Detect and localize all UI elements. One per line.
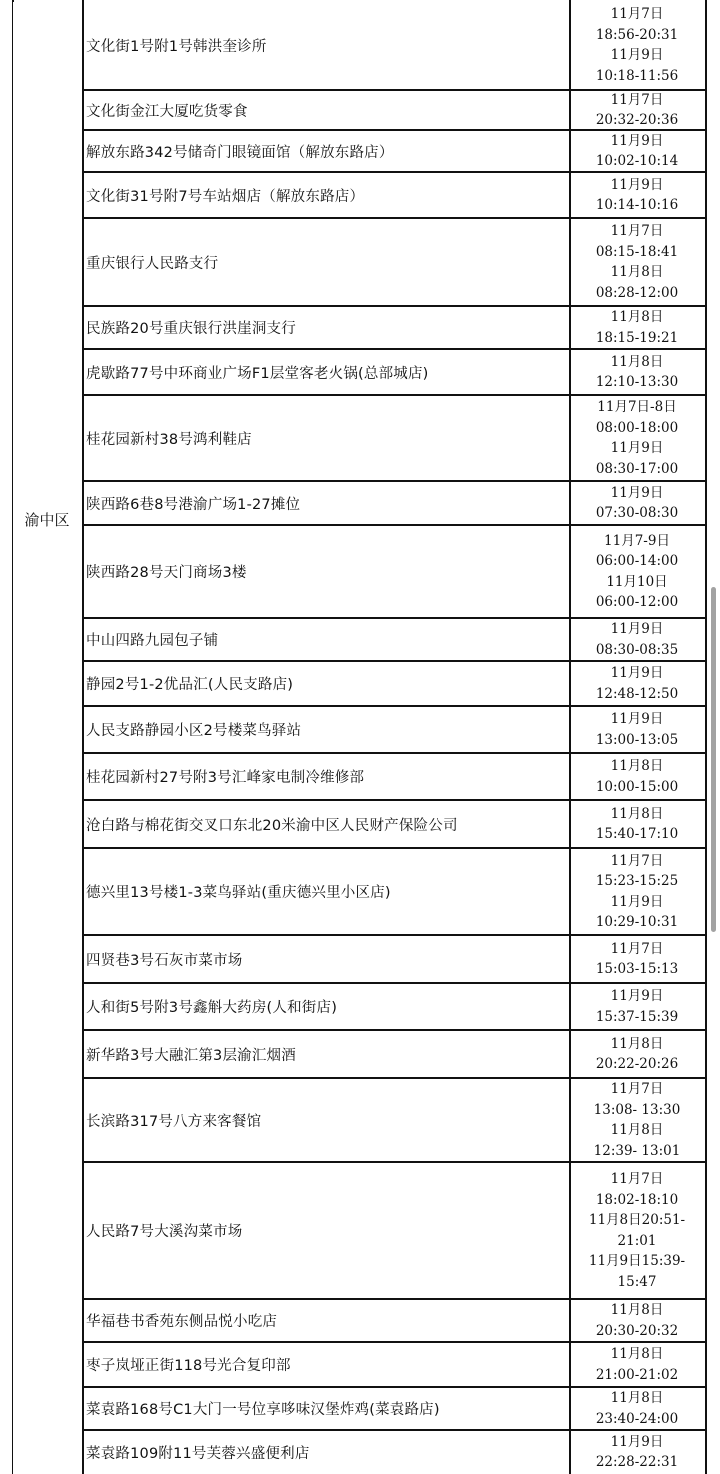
place-cell: 文化街金江大厦吃货零食 bbox=[86, 103, 248, 120]
time-cell bbox=[571, 1078, 703, 1162]
time-cell bbox=[571, 172, 703, 218]
place-cell: 四贤巷3号石灰市菜市场 bbox=[86, 952, 243, 969]
time-line: 08:28-12:00 bbox=[595, 284, 679, 301]
time-line: 11月8日 bbox=[610, 1035, 664, 1052]
time-line: 11月8日 bbox=[610, 1122, 664, 1138]
place-cell: 长滨路317号八方来客餐馆 bbox=[86, 1113, 262, 1130]
time-line: 11月7日 bbox=[610, 852, 664, 869]
place-cell: 枣子岚垭正街118号光合复印部 bbox=[86, 1358, 291, 1374]
place-cell: 人民支路静园小区2号楼菜鸟驿站 bbox=[86, 723, 302, 739]
time-line: 20:30-20:32 bbox=[595, 1322, 679, 1339]
place-cell: 沧白路与棉花街交叉口东北20米渝中区人民财产保险公司 bbox=[86, 817, 458, 834]
time-line: 10:18-11:56 bbox=[595, 67, 679, 84]
place-cell: 新华路3号大融汇第3层渝汇烟酒 bbox=[86, 1047, 296, 1064]
place-cell: 文化街1号附1号韩洪奎诊所 bbox=[86, 38, 267, 55]
scrollbar-thumb[interactable] bbox=[711, 587, 716, 932]
time-cell bbox=[571, 800, 703, 848]
time-cell bbox=[571, 218, 703, 306]
time-line: 11月9日 bbox=[610, 47, 664, 63]
time-line: 11月10日 bbox=[606, 573, 668, 590]
place-cell: 解放东路342号储奇门眼镜面馆（解放东路店） bbox=[86, 144, 394, 161]
time-line: 18:56-20:31 bbox=[595, 26, 679, 43]
time-line: 07:30-08:30 bbox=[595, 505, 679, 521]
time-cell bbox=[571, 706, 703, 753]
place-cell: 桂花园新村27号附3号汇峰家电制冷维修部 bbox=[86, 770, 365, 786]
time-cell bbox=[571, 1162, 703, 1299]
place-cell: 陕西路28号天门商场3楼 bbox=[86, 565, 247, 581]
time-cell bbox=[571, 395, 703, 481]
time-line: 08:00-18:00 bbox=[595, 419, 679, 436]
time-cell bbox=[571, 1430, 703, 1474]
time-line: 22:28-22:31 bbox=[595, 1454, 679, 1470]
time-line: 20:22-20:26 bbox=[595, 1056, 679, 1072]
time-cell bbox=[571, 1030, 703, 1078]
time-cell bbox=[571, 90, 703, 130]
time-line: 12:10-13:30 bbox=[595, 374, 679, 390]
time-cell bbox=[571, 306, 703, 349]
time-line: 12:48-12:50 bbox=[595, 685, 679, 702]
time-line: 11月9日15:39- bbox=[588, 1253, 686, 1269]
time-cell bbox=[571, 1387, 703, 1430]
time-line: 10:02-10:14 bbox=[595, 153, 679, 169]
district-cell: 渝中区 bbox=[24, 511, 70, 529]
time-line: 08:15-18:41 bbox=[595, 243, 679, 260]
time-line: 11月7日-8日 bbox=[597, 399, 677, 415]
place-cell: 人和街5号附3号鑫斛大药房(人和街店) bbox=[86, 1000, 338, 1016]
time-cell bbox=[571, 935, 703, 983]
time-line: 20:32-20:36 bbox=[595, 112, 679, 128]
time-line: 11月8日 bbox=[610, 264, 664, 280]
time-cell bbox=[571, 130, 703, 172]
place-cell: 德兴里13号楼1-3菜鸟驿站(重庆德兴里小区店) bbox=[86, 885, 391, 901]
time-line: 10:00-15:00 bbox=[595, 778, 679, 795]
time-line: 08:30-17:00 bbox=[595, 460, 679, 477]
place-cell: 人民路7号大溪沟菜市场 bbox=[86, 1224, 243, 1240]
time-cell bbox=[571, 1342, 703, 1387]
time-line: 11月7日 bbox=[610, 1171, 664, 1187]
time-cell bbox=[571, 481, 703, 525]
time-line: 10:29-10:31 bbox=[595, 914, 679, 930]
time-line: 11月9日 bbox=[610, 176, 664, 193]
time-line: 12:39- 13:01 bbox=[593, 1142, 681, 1159]
time-line: 15:40-17:10 bbox=[595, 826, 679, 842]
time-line: 21:01 bbox=[617, 1232, 657, 1249]
place-cell: 文化街31号附7号车站烟店（解放东路店） bbox=[86, 188, 365, 205]
time-line: 06:00-12:00 bbox=[595, 594, 679, 610]
outer-left-border bbox=[12, 0, 13, 1474]
time-line: 11月8日 bbox=[610, 758, 664, 774]
time-line: 11月8日 bbox=[610, 1390, 664, 1406]
time-line: 23:40-24:00 bbox=[595, 1410, 679, 1427]
time-line: 11月8日 bbox=[610, 1346, 664, 1362]
time-line: 11月7日 bbox=[610, 223, 664, 239]
place-cell: 静园2号1-2优品汇(人民支路店) bbox=[86, 677, 294, 693]
time-line: 11月8日 bbox=[610, 1302, 664, 1318]
time-line: 11月9日 bbox=[610, 621, 664, 637]
time-line: 11月7日 bbox=[610, 940, 664, 957]
place-cell: 虎歇路77号中环商业广场F1层堂客老火锅(总部城店) bbox=[86, 365, 429, 382]
time-line: 11月9日 bbox=[610, 484, 664, 501]
time-cell bbox=[571, 848, 703, 935]
time-line: 15:47 bbox=[617, 1273, 657, 1290]
time-line: 11月9日 bbox=[610, 711, 664, 727]
time-cell bbox=[571, 983, 703, 1030]
time-cell bbox=[571, 349, 703, 395]
time-line: 11月7日 bbox=[610, 6, 664, 22]
time-line: 11月9日 bbox=[610, 440, 664, 456]
place-cell: 中山四路九园包子铺 bbox=[86, 633, 219, 649]
time-cell bbox=[571, 618, 703, 661]
time-line: 11月9日 bbox=[610, 132, 664, 149]
time-line: 11月7日 bbox=[610, 1081, 664, 1097]
time-line: 11月8日 bbox=[610, 309, 664, 325]
place-cell: 菜袁路168号C1大门一号位享哆味汉堡炸鸡(菜袁路店) bbox=[86, 1402, 440, 1418]
time-line: 11月9日 bbox=[610, 893, 664, 910]
time-cell bbox=[571, 525, 703, 618]
time-line: 11月8日 bbox=[610, 805, 664, 822]
place-cell: 华福巷书香苑东侧品悦小吃店 bbox=[86, 1314, 278, 1330]
time-line: 11月7-9日 bbox=[604, 532, 670, 549]
time-line: 13:08- 13:30 bbox=[593, 1101, 681, 1118]
time-cell bbox=[571, 661, 703, 706]
place-cell: 菜袁路109附11号芙蓉兴盛便利店 bbox=[86, 1445, 310, 1462]
time-cell bbox=[571, 0, 703, 90]
time-line: 06:00-14:00 bbox=[595, 553, 679, 569]
time-line: 15:23-15:25 bbox=[595, 873, 679, 889]
time-line: 15:03-15:13 bbox=[595, 961, 679, 977]
time-cell bbox=[571, 753, 703, 800]
place-cell: 陕西路6巷8号港渝广场1-27摊位 bbox=[86, 496, 301, 513]
outer-right-border bbox=[705, 0, 707, 1474]
time-cell bbox=[571, 1299, 703, 1342]
time-line: 21:00-21:02 bbox=[595, 1366, 679, 1383]
time-line: 11月9日 bbox=[610, 1433, 664, 1450]
place-cell: 桂花园新村38号鸿利鞋店 bbox=[86, 431, 252, 448]
time-line: 11月7日 bbox=[610, 91, 664, 108]
time-line: 18:15-19:21 bbox=[595, 329, 679, 346]
time-line: 15:37-15:39 bbox=[595, 1008, 679, 1025]
time-line: 08:30-08:35 bbox=[595, 641, 679, 658]
time-line: 11月9日 bbox=[610, 988, 664, 1004]
column-divider bbox=[82, 0, 84, 1474]
time-line: 10:14-10:16 bbox=[595, 197, 679, 213]
time-line: 11月9日 bbox=[610, 665, 664, 681]
place-cell: 民族路20号重庆银行洪崖洞支行 bbox=[86, 321, 296, 337]
time-line: 11月8日 bbox=[610, 353, 664, 370]
place-cell: 重庆银行人民路支行 bbox=[86, 255, 219, 272]
top-border bbox=[12, 0, 14, 2]
time-line: 11月8日20:51- bbox=[588, 1212, 686, 1228]
time-line: 18:02-18:10 bbox=[595, 1191, 679, 1208]
time-line: 13:00-13:05 bbox=[595, 731, 679, 748]
